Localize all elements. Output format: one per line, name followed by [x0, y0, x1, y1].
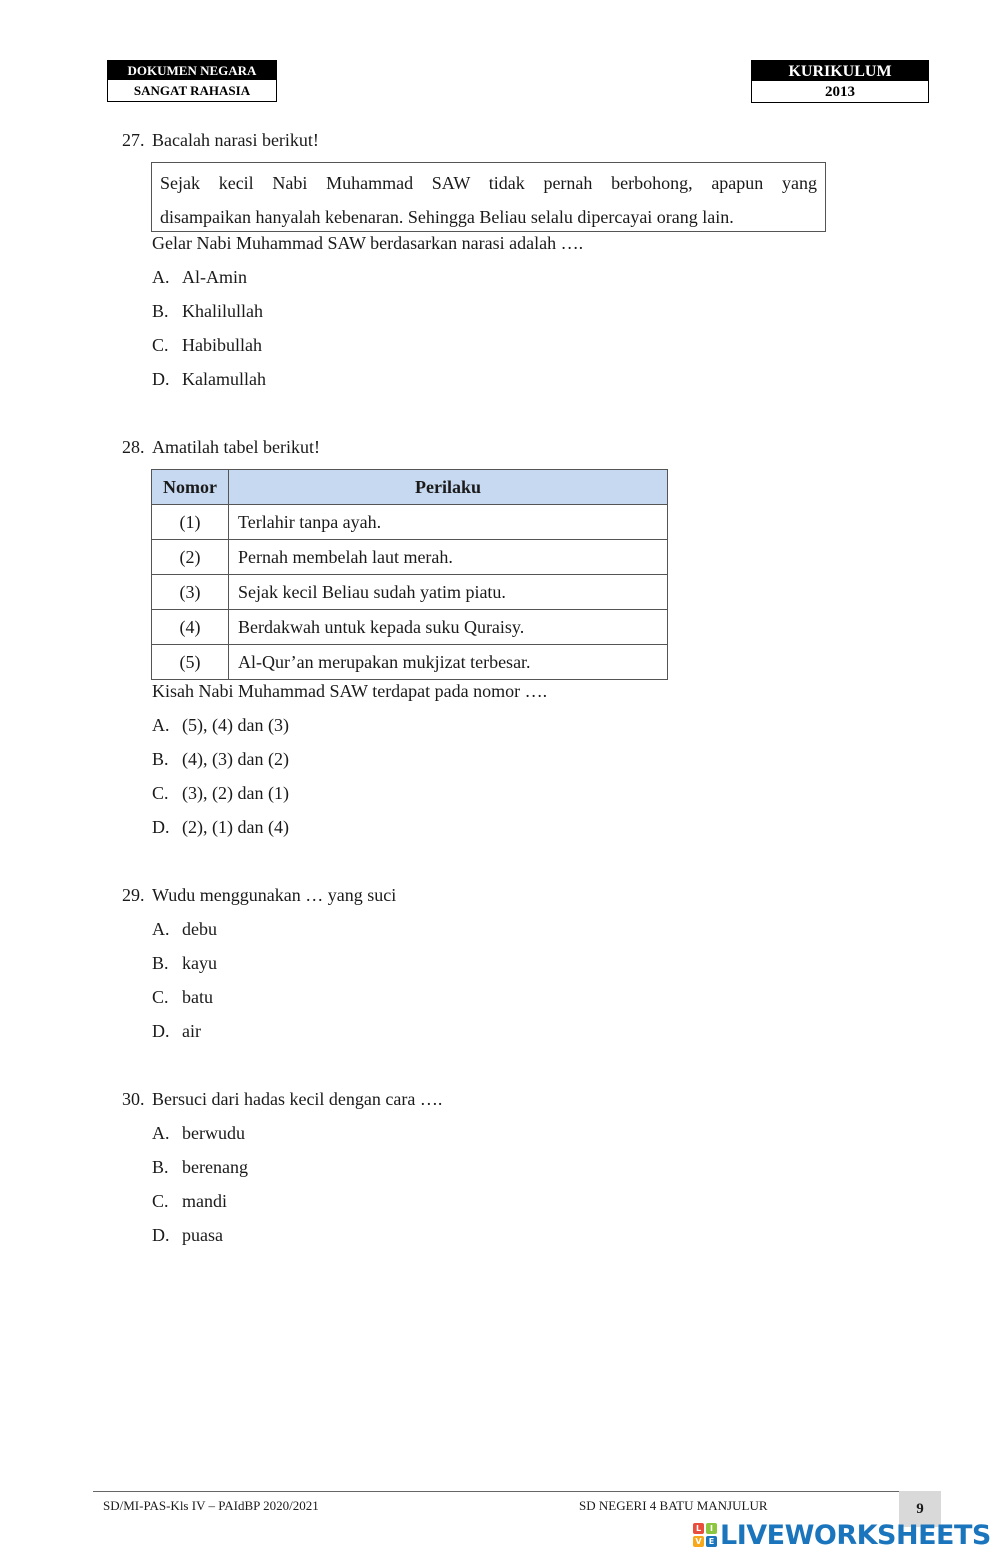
q27-narasi-line2: disampaikan hanyalah kebenaran. Sehingga Beliau selalu dipercayai orang lain. — [160, 207, 734, 227]
q28-option-a[interactable] — [152, 714, 170, 736]
header-curriculum-label — [751, 60, 929, 103]
header-sangat-rahasia: SANGAT RAHASIA — [108, 80, 276, 101]
q30-option-b[interactable] — [152, 1156, 169, 1178]
liveworksheets-logo[interactable] — [693, 1520, 991, 1550]
table-cell-nomor: (2) — [152, 540, 229, 575]
q29-option-c[interactable] — [152, 986, 169, 1008]
option-letter: D. — [152, 817, 170, 837]
logo-letter-v: V — [693, 1536, 704, 1547]
q29-option-a-text[interactable]: debu — [182, 919, 217, 939]
q27-option-a[interactable] — [152, 266, 170, 288]
q27-option-b-text[interactable]: Khalilullah — [182, 301, 263, 321]
q29-number: 29. — [122, 885, 145, 905]
q28-option-d[interactable] — [152, 816, 170, 838]
q29-option-c-text[interactable]: batu — [182, 987, 213, 1007]
q30-option-a[interactable] — [152, 1122, 170, 1144]
table-cell-perilaku: Sejak kecil Beliau sudah yatim piatu. — [229, 575, 668, 610]
footer-school-name: SD NEGERI 4 BATU MANJULUR — [579, 1498, 768, 1513]
q27-option-c[interactable] — [152, 334, 169, 356]
table-header-perilaku: Perilaku — [229, 470, 668, 505]
table-cell-perilaku: Al-Qur’an merupakan mukjizat terbesar. — [229, 645, 668, 680]
q30-option-d-text[interactable]: puasa — [182, 1225, 223, 1245]
logo-letter-l: L — [693, 1523, 704, 1534]
footer-exam-code: SD/MI-PAS-Kls IV – PAIdBP 2020/2021 — [103, 1498, 319, 1513]
q30-option-d[interactable] — [152, 1224, 170, 1246]
q27-narasi-line1: Sejak kecil Nabi Muhammad SAW tidak pernah berbohong, apapun yang — [160, 173, 817, 193]
option-letter: B. — [152, 301, 169, 321]
q27-option-c-text[interactable]: Habibullah — [182, 335, 262, 355]
q29-option-d-text[interactable]: air — [182, 1021, 201, 1041]
table-header-nomor: Nomor — [152, 470, 229, 505]
q27-option-b[interactable] — [152, 300, 169, 322]
table-row — [152, 575, 668, 610]
option-letter: A. — [152, 715, 170, 735]
q27-option-d[interactable] — [152, 368, 170, 390]
q29-option-d[interactable] — [152, 1020, 170, 1042]
option-letter: C. — [152, 987, 169, 1007]
table-cell-nomor: (3) — [152, 575, 229, 610]
logo-letter-i: I — [706, 1523, 717, 1534]
option-letter: B. — [152, 749, 169, 769]
option-letter: A. — [152, 919, 170, 939]
header-kurikulum: KURIKULUM — [752, 61, 928, 81]
option-letter: A. — [152, 267, 170, 287]
option-letter: C. — [152, 783, 169, 803]
q28-option-c[interactable] — [152, 782, 169, 804]
q30-option-c[interactable] — [152, 1190, 169, 1212]
table-cell-perilaku: Berdakwah untuk kepada suku Quraisy. — [229, 610, 668, 645]
table-row — [152, 540, 668, 575]
q29-option-a[interactable] — [152, 918, 170, 940]
q29-option-b-text[interactable]: kayu — [182, 953, 217, 973]
page-number: 9 — [899, 1491, 941, 1527]
table-row — [152, 610, 668, 645]
q28-option-b[interactable] — [152, 748, 169, 770]
table-header-row — [152, 470, 668, 505]
q27-narasi-box — [151, 162, 826, 232]
header-document-label — [107, 60, 277, 102]
header-dokumen-negara: DOKUMEN NEGARA — [108, 61, 276, 80]
q27-number: 27. — [122, 130, 145, 150]
option-letter: D. — [152, 369, 170, 389]
q28-number: 28. — [122, 437, 145, 457]
q27-option-d-text[interactable]: Kalamullah — [182, 369, 266, 389]
header-year: 2013 — [752, 81, 928, 102]
table-cell-nomor: (4) — [152, 610, 229, 645]
q28-option-d-text[interactable]: (2), (1) dan (4) — [182, 817, 289, 837]
liveworksheets-grid-icon — [693, 1523, 717, 1547]
q28-option-a-text[interactable]: (5), (4) dan (3) — [182, 715, 289, 735]
option-letter: B. — [152, 1157, 169, 1177]
q28-prompt: Amatilah tabel berikut! — [152, 437, 320, 457]
q28-option-b-text[interactable]: (4), (3) dan (2) — [182, 749, 289, 769]
q28-behavior-table — [151, 469, 668, 680]
q27-question: Gelar Nabi Muhammad SAW berdasarkan narasi adalah …. — [152, 233, 584, 253]
table-row — [152, 505, 668, 540]
table-cell-perilaku: Pernah membelah laut merah. — [229, 540, 668, 575]
table-cell-perilaku: Terlahir tanpa ayah. — [229, 505, 668, 540]
option-letter: D. — [152, 1021, 170, 1041]
q30-prompt: Bersuci dari hadas kecil dengan cara …. — [152, 1089, 443, 1109]
q29-prompt: Wudu menggunakan … yang suci — [152, 885, 397, 905]
liveworksheets-wordmark: LIVEWORKSHEETS — [720, 1519, 991, 1551]
logo-letter-e: E — [706, 1536, 717, 1547]
option-letter: D. — [152, 1225, 170, 1245]
table-cell-nomor: (5) — [152, 645, 229, 680]
option-letter: B. — [152, 953, 169, 973]
q30-option-b-text[interactable]: berenang — [182, 1157, 248, 1177]
footer-divider — [93, 1491, 941, 1492]
table-row — [152, 645, 668, 680]
q30-option-c-text[interactable]: mandi — [182, 1191, 227, 1211]
q30-number: 30. — [122, 1089, 145, 1109]
q27-option-a-text[interactable]: Al-Amin — [182, 267, 247, 287]
option-letter: C. — [152, 335, 169, 355]
q28-question: Kisah Nabi Muhammad SAW terdapat pada nomor …. — [152, 681, 548, 701]
option-letter: C. — [152, 1191, 169, 1211]
q27-prompt: Bacalah narasi berikut! — [152, 130, 319, 150]
q29-option-b[interactable] — [152, 952, 169, 974]
option-letter: A. — [152, 1123, 170, 1143]
q28-option-c-text[interactable]: (3), (2) dan (1) — [182, 783, 289, 803]
q30-option-a-text[interactable]: berwudu — [182, 1123, 245, 1143]
table-cell-nomor: (1) — [152, 505, 229, 540]
